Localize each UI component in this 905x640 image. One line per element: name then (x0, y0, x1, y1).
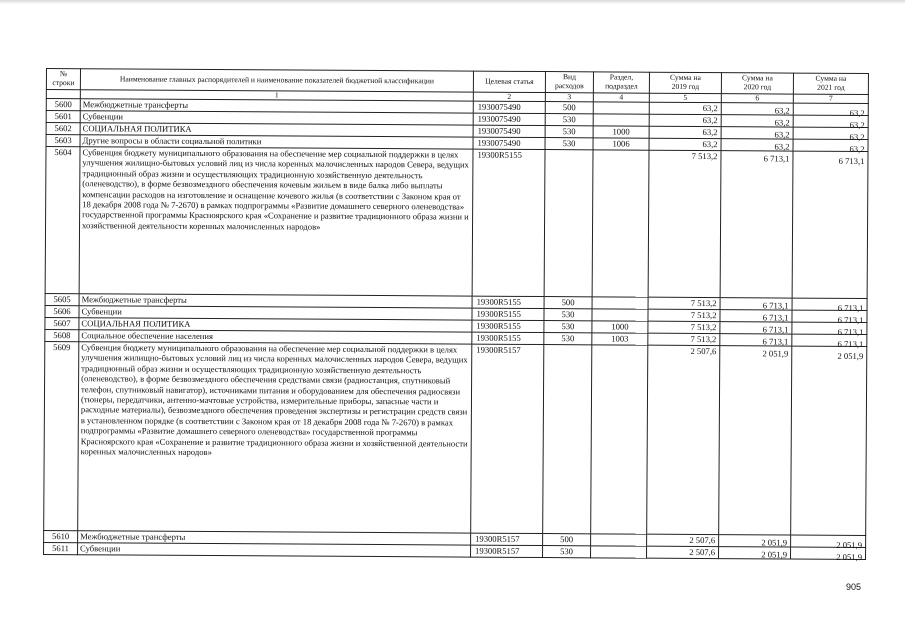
row-target-article (473, 125, 545, 137)
row-number-text: 5608 (53, 330, 71, 341)
row-sum-2019-text: 2 507,6 (690, 345, 717, 357)
row-section (593, 102, 649, 114)
row-name-text: Субвенция бюджету муниципального образования на обеспечение мер социальной поддержки в целях улучшения жилищно-бытовых условий лиц из числа коренных малочисленных народов Севера, ведущих традиционный образ жизни и осуществляющих традиционную хозяйственную деятельность (оленеводство), в форме безвозмездного обеспечения кочевым жильем в виде балка либо выплаты компенсации расходов на изготовление и оснащение кочевого жилья (в соответствии с Законом края от 18 декабря 2008 года № 7-2670) в рамках подпрограммы «Развитие домашнего северного оленеводства» государственной программы Красноярского края «Сохранение и развитие традиционного образа жизни и хозяйственной деятельности коренных малочисленных народов» (82, 147, 469, 232)
row-name (79, 147, 473, 296)
column-number: 5 (649, 93, 721, 102)
header-target-article: Целевая статья (473, 71, 545, 92)
row-section (591, 534, 647, 546)
row-number-text: 5607 (53, 318, 71, 329)
row-sum-2020-text: 6 713,1 (763, 153, 790, 164)
row-expense-type (543, 546, 591, 558)
row-expense-type (544, 321, 592, 333)
column-number: 6 (721, 94, 793, 103)
header-name: Наименование главных распорядителей и наименование показателей бюджетной классификации (80, 69, 473, 92)
row-sum-2019-text: 2 507,6 (689, 534, 716, 546)
row-target-article-text: 19300R5155 (476, 320, 521, 331)
row-name-text: Межбюджетные трансферты (82, 99, 189, 110)
row-sum-2021-text: 2 051,9 (836, 551, 863, 562)
scan-edge (0, 0, 905, 4)
row-section (593, 114, 649, 126)
row-section (593, 138, 649, 150)
row-number (46, 99, 80, 111)
row-sum-2021-text: 6 713,1 (837, 314, 864, 325)
column-number: 2 (473, 92, 545, 101)
row-section-text: 1003 (611, 333, 629, 344)
row-sum-2020 (720, 310, 792, 322)
row-sum-2021-text: 2 051,9 (836, 539, 863, 550)
row-sum-2021 (793, 103, 868, 119)
header-sum-2020: Сумма на 2020 год (721, 73, 793, 94)
row-target-article (472, 332, 544, 344)
row-sum-2019-text: 7 513,2 (690, 297, 717, 309)
row-section (592, 333, 648, 345)
row-sum-2021-text: 63,2 (849, 131, 865, 143)
row-expense-type-text: 530 (562, 126, 576, 137)
row-expense-type-text: 530 (561, 321, 575, 332)
row-expense-type-text: 500 (560, 534, 574, 545)
row-sum-2021-text: 2 051,9 (837, 350, 864, 361)
row-section-text: 1000 (611, 321, 629, 332)
row-expense-type-text: 500 (562, 102, 576, 113)
row-section-text: 1006 (612, 138, 630, 149)
row-section (591, 546, 647, 558)
row-number-text: 5601 (54, 111, 72, 122)
row-number (45, 329, 79, 341)
row-expense-type (545, 126, 593, 138)
row-sum-2019 (648, 333, 720, 345)
row-sum-2020 (720, 334, 792, 346)
row-sum-2019-text: 7 513,2 (690, 309, 717, 321)
row-sum-2021-text: 63,2 (849, 119, 865, 131)
row-number-text: 5610 (52, 531, 70, 542)
row-name-text: СОЦИАЛЬНАЯ ПОЛИТИКА (81, 318, 191, 329)
header-expense-type: Вид расходов (545, 72, 593, 93)
row-name-text: Межбюджетные трансферты (81, 294, 187, 305)
table-row (44, 341, 867, 535)
row-target-article (473, 137, 545, 149)
row-number (46, 111, 80, 123)
row-expense-type (545, 138, 593, 150)
row-sum-2020 (721, 127, 793, 139)
row-sum-2020-text: 6 713,1 (762, 336, 789, 347)
row-sum-2020-text: 63,2 (774, 117, 790, 128)
row-number (45, 317, 79, 329)
row-section (592, 297, 648, 309)
budget-table (43, 68, 869, 560)
row-sum-2021 (792, 298, 867, 313)
row-target-article-text: 19300R5155 (476, 332, 521, 343)
row-sum-2019 (649, 138, 721, 150)
row-sum-2020-text: 6 713,1 (762, 324, 789, 335)
row-sum-2021 (792, 151, 868, 298)
row-sum-2019 (647, 546, 719, 558)
header-row-number: № строки (46, 69, 80, 90)
row-target-article (472, 320, 544, 332)
row-sum-2020-text: 6 713,1 (762, 312, 789, 323)
row-sum-2020-text: 63,2 (774, 105, 790, 116)
row-number (46, 135, 80, 147)
row-sum-2019-text: 63,2 (702, 115, 718, 126)
row-name-text: Субвенция бюджету муниципального образования на обеспечение мер социальной поддержки в целях улучшения жилищно-бытовых условий лиц из числа коренных малочисленных народов Севера, ведущих традиционный образ жизни и осуществляющих традиционную хозяйственную деятельность (оленеводство), в форме безвозмездного обеспечения средствами связи (радиостанция, спутниковый телефон, спутниковый навигатор), источниками питания и оборудованием для обеспечения радиосвязи (тюнеры, передатчики, антенно-мачтовые устройства, измерительные приборы, запасные части и расходные материалы), безвозмездного обеспечения проведения экспертизы и регистрации средств связи в установленном порядке (в соответствии с Законом края от 18 декабря 2008 года № 7-2670) в рамках подпрограммы «Развитие домашнего северного оленеводства» государственной программы Красноярского края «Сохранение и развитие традиционного образа жизни и хозяйственной деятельности коренных малочисленных народов» (80, 342, 468, 458)
row-sum-2021 (791, 346, 867, 535)
row-expense-type-text: 530 (561, 333, 575, 344)
row-number-text: 5600 (54, 99, 72, 110)
row-section (593, 126, 649, 138)
row-name-text: Субвенции (81, 306, 122, 317)
row-target-article (472, 308, 544, 320)
column-number: 1 (80, 90, 473, 101)
row-sum-2020 (719, 346, 792, 535)
row-number-text: 5609 (53, 342, 71, 353)
row-sum-2020 (721, 103, 793, 115)
row-expense-type (543, 345, 592, 534)
row-target-article (473, 101, 545, 113)
row-target-article-text: 19300R5155 (476, 308, 521, 319)
row-sum-2019 (648, 321, 720, 333)
page-number: 905 (846, 582, 862, 592)
row-sum-2020-text: 6 713,1 (762, 300, 789, 311)
row-number (45, 305, 79, 317)
row-sum-2019-text: 63,2 (702, 139, 718, 150)
row-sum-2019 (648, 150, 721, 297)
row-sum-2019-text: 63,2 (702, 103, 718, 114)
row-sum-2020 (720, 322, 792, 334)
row-sum-2019 (647, 534, 719, 546)
row-sum-2020-text: 2 051,9 (761, 537, 788, 548)
row-name-text: Социальное обеспечение населения (81, 330, 213, 342)
row-expense-type (544, 150, 593, 297)
row-target-article (471, 545, 543, 557)
row-section (592, 321, 648, 333)
row-expense-type (544, 297, 592, 309)
row-number (45, 147, 80, 294)
row-sum-2020 (721, 115, 793, 127)
column-number: 4 (593, 93, 649, 102)
row-sum-2021-text: 63,2 (849, 107, 865, 119)
table-row (45, 147, 868, 299)
row-name-text: Другие вопросы в области социальной политики (82, 135, 262, 147)
budget-table-sheet (43, 68, 868, 560)
row-name (78, 342, 472, 533)
row-sum-2021-text: 63,2 (849, 143, 865, 155)
row-sum-2019 (647, 345, 720, 534)
row-sum-2020 (720, 298, 792, 310)
row-sum-2021 (791, 535, 866, 550)
row-sum-2020 (720, 151, 793, 298)
row-sum-2020-text: 2 051,9 (762, 348, 789, 359)
row-sum-2021-text: 6 713,1 (837, 302, 864, 313)
row-section-text: 1000 (612, 126, 630, 137)
column-number: 3 (545, 93, 593, 102)
row-expense-type (544, 309, 592, 321)
row-sum-2019-text: 2 507,6 (689, 546, 716, 558)
row-sum-2019 (648, 309, 720, 321)
row-sum-2020 (719, 547, 791, 559)
row-number-text: 5604 (54, 147, 72, 158)
row-expense-type-text: 500 (561, 297, 575, 308)
row-target-article-text: 19300R5155 (477, 149, 522, 160)
row-target-article-text: 19300R5155 (476, 296, 522, 307)
row-sum-2019 (649, 102, 721, 114)
row-expense-type-text: 530 (562, 114, 576, 125)
row-section (592, 309, 648, 321)
row-expense-type (545, 114, 593, 126)
row-number (45, 293, 79, 305)
row-sum-2020 (719, 535, 791, 547)
row-expense-type (543, 534, 591, 546)
row-number-text: 5603 (54, 135, 72, 146)
row-sum-2020-text: 2 051,9 (761, 549, 788, 560)
header-sum-2021: Сумма на 2021 год (793, 73, 868, 94)
table-body (44, 99, 869, 560)
row-target-article (471, 533, 543, 545)
row-target-article (471, 344, 544, 533)
row-expense-type-text: 530 (560, 546, 574, 557)
row-number (46, 123, 80, 135)
header-sum-2019: Сумма на 2019 год (649, 72, 721, 93)
row-section (591, 345, 648, 534)
row-sum-2019-text: 7 513,2 (690, 321, 717, 333)
row-target-article-text: 1930075490 (477, 113, 521, 124)
row-sum-2020 (721, 139, 793, 151)
row-name-text: Субвенции (80, 543, 121, 554)
row-target-article-text: 19300R5157 (475, 533, 520, 544)
column-number: 7 (793, 94, 868, 103)
row-sum-2021-text: 6 713,1 (837, 326, 864, 337)
row-sum-2021-text: 6 713,1 (837, 338, 864, 349)
row-sum-2019 (649, 114, 721, 126)
row-expense-type (544, 333, 592, 345)
row-name-text: СОЦИАЛЬНАЯ ПОЛИТИКА (82, 123, 192, 134)
row-number (44, 530, 78, 542)
row-expense-type (545, 102, 593, 114)
row-expense-type-text: 530 (562, 138, 576, 149)
row-number (44, 341, 79, 530)
column-number (46, 90, 80, 99)
row-number-text: 5606 (53, 306, 71, 317)
row-number-text: 5605 (53, 294, 71, 305)
row-target-article (473, 113, 545, 125)
row-target-article-text: 1930075490 (477, 101, 521, 112)
row-sum-2020-text: 63,2 (774, 129, 790, 140)
row-number (44, 542, 78, 554)
row-target-article-text: 1930075490 (477, 137, 521, 148)
row-section (592, 150, 649, 297)
row-sum-2019-text: 7 513,2 (691, 150, 718, 162)
row-sum-2019 (649, 126, 721, 138)
row-number-text: 5611 (52, 543, 70, 554)
row-target-article (472, 149, 545, 296)
row-target-article-text: 19300R5157 (476, 344, 521, 355)
row-number-text: 5602 (54, 123, 72, 134)
row-name-text: Межбюджетные трансферты (80, 531, 186, 542)
header-section: Раздел, подраздел (593, 72, 649, 93)
row-sum-2020-text: 63,2 (774, 141, 790, 152)
row-target-article-text: 1930075490 (477, 125, 521, 136)
row-target-article (472, 296, 544, 308)
row-target-article-text: 19300R5157 (475, 545, 520, 556)
row-expense-type-text: 530 (561, 309, 575, 320)
row-sum-2019-text: 7 513,2 (690, 333, 717, 345)
row-name (78, 543, 471, 557)
row-sum-2019-text: 63,2 (702, 127, 718, 138)
row-sum-2021-text: 6 713,1 (838, 155, 865, 167)
row-sum-2019 (648, 297, 720, 309)
row-name-text: Субвенции (82, 111, 124, 122)
